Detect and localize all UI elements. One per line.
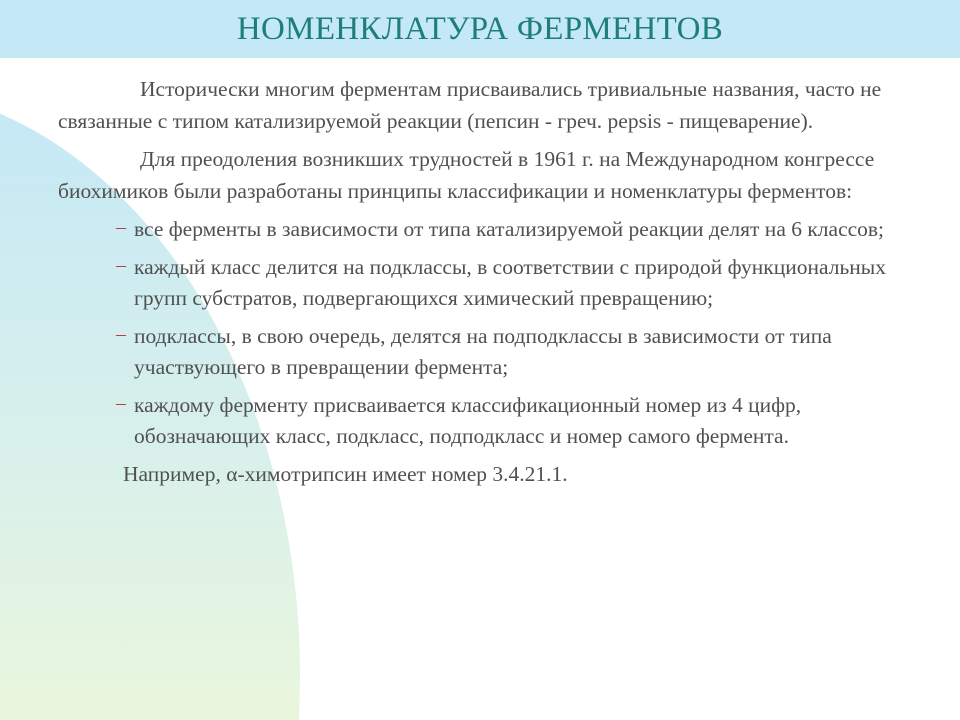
list-item xyxy=(58,321,908,384)
slide-title: НОМЕНКЛАТУРА ФЕРМЕНТОВ xyxy=(236,11,724,47)
list-item-text: подклассы, в свою очередь, делятся на подподклассы в зависимости от типа участвующего в превращении фермента; xyxy=(134,323,832,379)
principles-list xyxy=(58,214,908,453)
paragraph-congress: Для преодоления возникших трудностей в 1961 г. на Международном конгрессе биохимиков были разработаны принципы классификации и номенклатуры ферментов: xyxy=(58,147,875,203)
list-item-text: каждому ферменту присваивается классификационный номер из 4 цифр, обозначающих класс, подкласс, подподкласс и номер самого фермента. xyxy=(134,392,802,448)
paragraph-history: Исторически многим ферментам присваивались тривиальные названия, часто не связанные с типом катализируемой реакции (пепсин - греч. pepsis - пищеварение). xyxy=(58,77,882,133)
dash-bullet-icon: – xyxy=(116,216,126,238)
list-item-text: каждый класс делится на подклассы, в соответствии с природой функциональных групп субстратов, подвергающихся химический превращению; xyxy=(134,254,886,310)
list-item xyxy=(58,214,908,246)
dash-bullet-icon: – xyxy=(116,322,126,345)
list-item xyxy=(58,390,908,453)
slide-content xyxy=(58,74,908,490)
list-item-text: все ферменты в зависимости от типа катализируемой реакции делят на 6 классов; xyxy=(134,217,885,241)
list-item xyxy=(58,252,908,315)
dash-bullet-icon: – xyxy=(116,253,126,276)
dash-bullet-icon: – xyxy=(116,391,126,414)
example-text: Например, α-химотрипсин имеет номер 3.4.21.1. xyxy=(123,461,568,486)
